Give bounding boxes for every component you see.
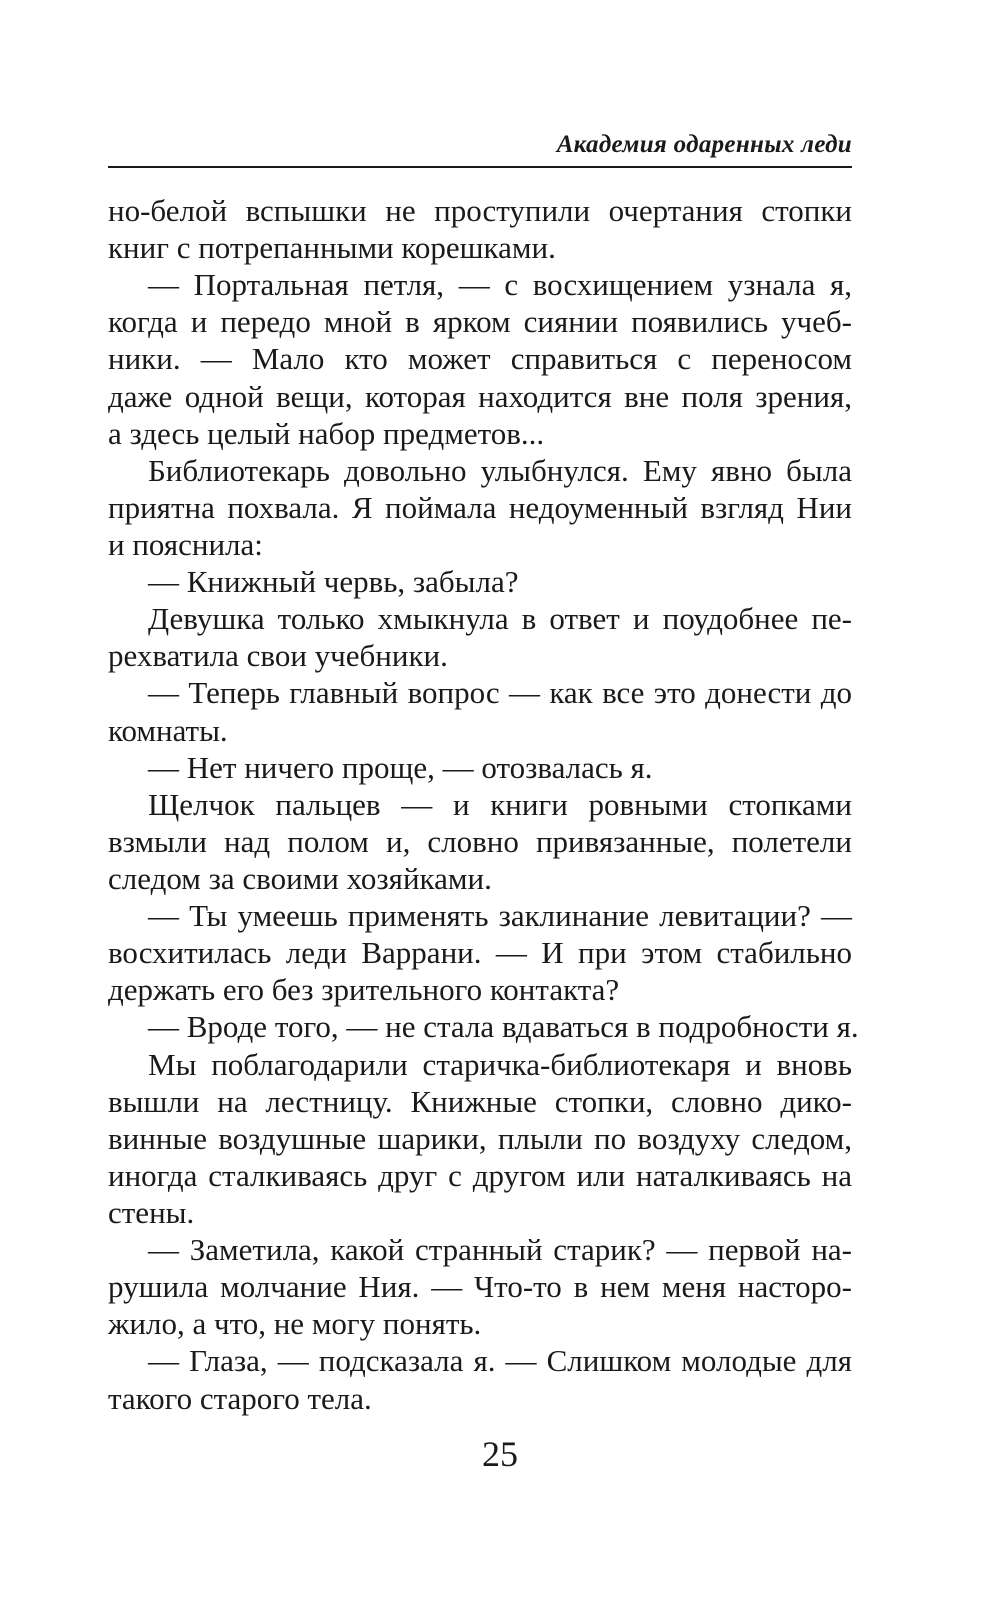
text-line: — Портальная петля, — с восхищением узнала я, — [148, 267, 852, 303]
text-line: ники. — Мало кто может справиться с переносом — [108, 341, 852, 377]
text-line: приятна похвала. Я поймала недоуменный взгляд Нии — [108, 489, 852, 525]
text-line: даже одной вещи, которая находится вне поля зрения, — [108, 378, 852, 414]
running-header — [108, 128, 852, 168]
text-line: жило, а что, не могу понять. — [108, 1306, 482, 1342]
running-title: Академия одаренных леди — [556, 131, 852, 158]
text-line: Щелчок пальцев — и книги ровными стопками — [148, 786, 852, 822]
text-line: — Теперь главный вопрос — как все это донести до — [148, 675, 852, 711]
text-line: следом за своими хозяйками. — [108, 860, 492, 896]
text-line: — Книжный червь, забыла? — [148, 564, 519, 600]
text-line: — Вроде того, — не стала вдаваться в подробности я. — [148, 1009, 859, 1045]
text-line: Библиотекарь довольно улыбнулся. Ему явно была — [148, 452, 852, 488]
text-line: но-белой вспышки не проступили очертания стопки — [108, 193, 852, 228]
text-line: взмыли над полом и, словно привязанные, полетели — [108, 823, 852, 859]
text-line: Мы поблагодарили старичка-библиотекаря и вновь — [148, 1046, 852, 1082]
text-line: а здесь целый набор предметов... — [108, 415, 545, 451]
text-line: и пояснила: — [108, 526, 263, 562]
text-line: Девушка только хмыкнула в ответ и поудобнее пе- — [148, 601, 852, 637]
text-line: — Заметила, какой странный старик? — первой на- — [148, 1232, 852, 1268]
text-line: стены. — [108, 1194, 195, 1230]
text-line: — Нет ничего проще, — отозвалась я. — [148, 749, 653, 785]
text-line: иногда сталкиваясь друг с другом или наталкиваясь на — [108, 1157, 852, 1193]
text-line: восхитилась леди Варрани. — И при этом стабильно — [108, 935, 852, 971]
text-line: комнаты. — [108, 712, 228, 748]
text-line: винные воздушные шарики, плыли по воздуху следом, — [108, 1120, 852, 1156]
body-text — [108, 192, 859, 1417]
text-line: — Глаза, — подсказала я. — Слишком молодые для — [148, 1343, 852, 1379]
text-line: рехватила свои учебники. — [108, 638, 448, 674]
text-line: рушила молчание Ния. — Что-то в нем меня насторо- — [108, 1269, 852, 1305]
text-line: когда и передо мной в ярком сиянии появились учеб- — [108, 304, 852, 340]
page-number: 25 — [482, 1434, 518, 1474]
text-line: — Ты умеешь применять заклинание левитации? — — [148, 898, 852, 934]
text-line: книг с потрепанными корешками. — [108, 230, 556, 266]
text-line: держать его без зрительного контакта? — [108, 972, 620, 1008]
text-line: такого старого тела. — [108, 1380, 372, 1416]
text-line: вышли на лестницу. Книжные стопки, словно дико- — [108, 1083, 852, 1119]
